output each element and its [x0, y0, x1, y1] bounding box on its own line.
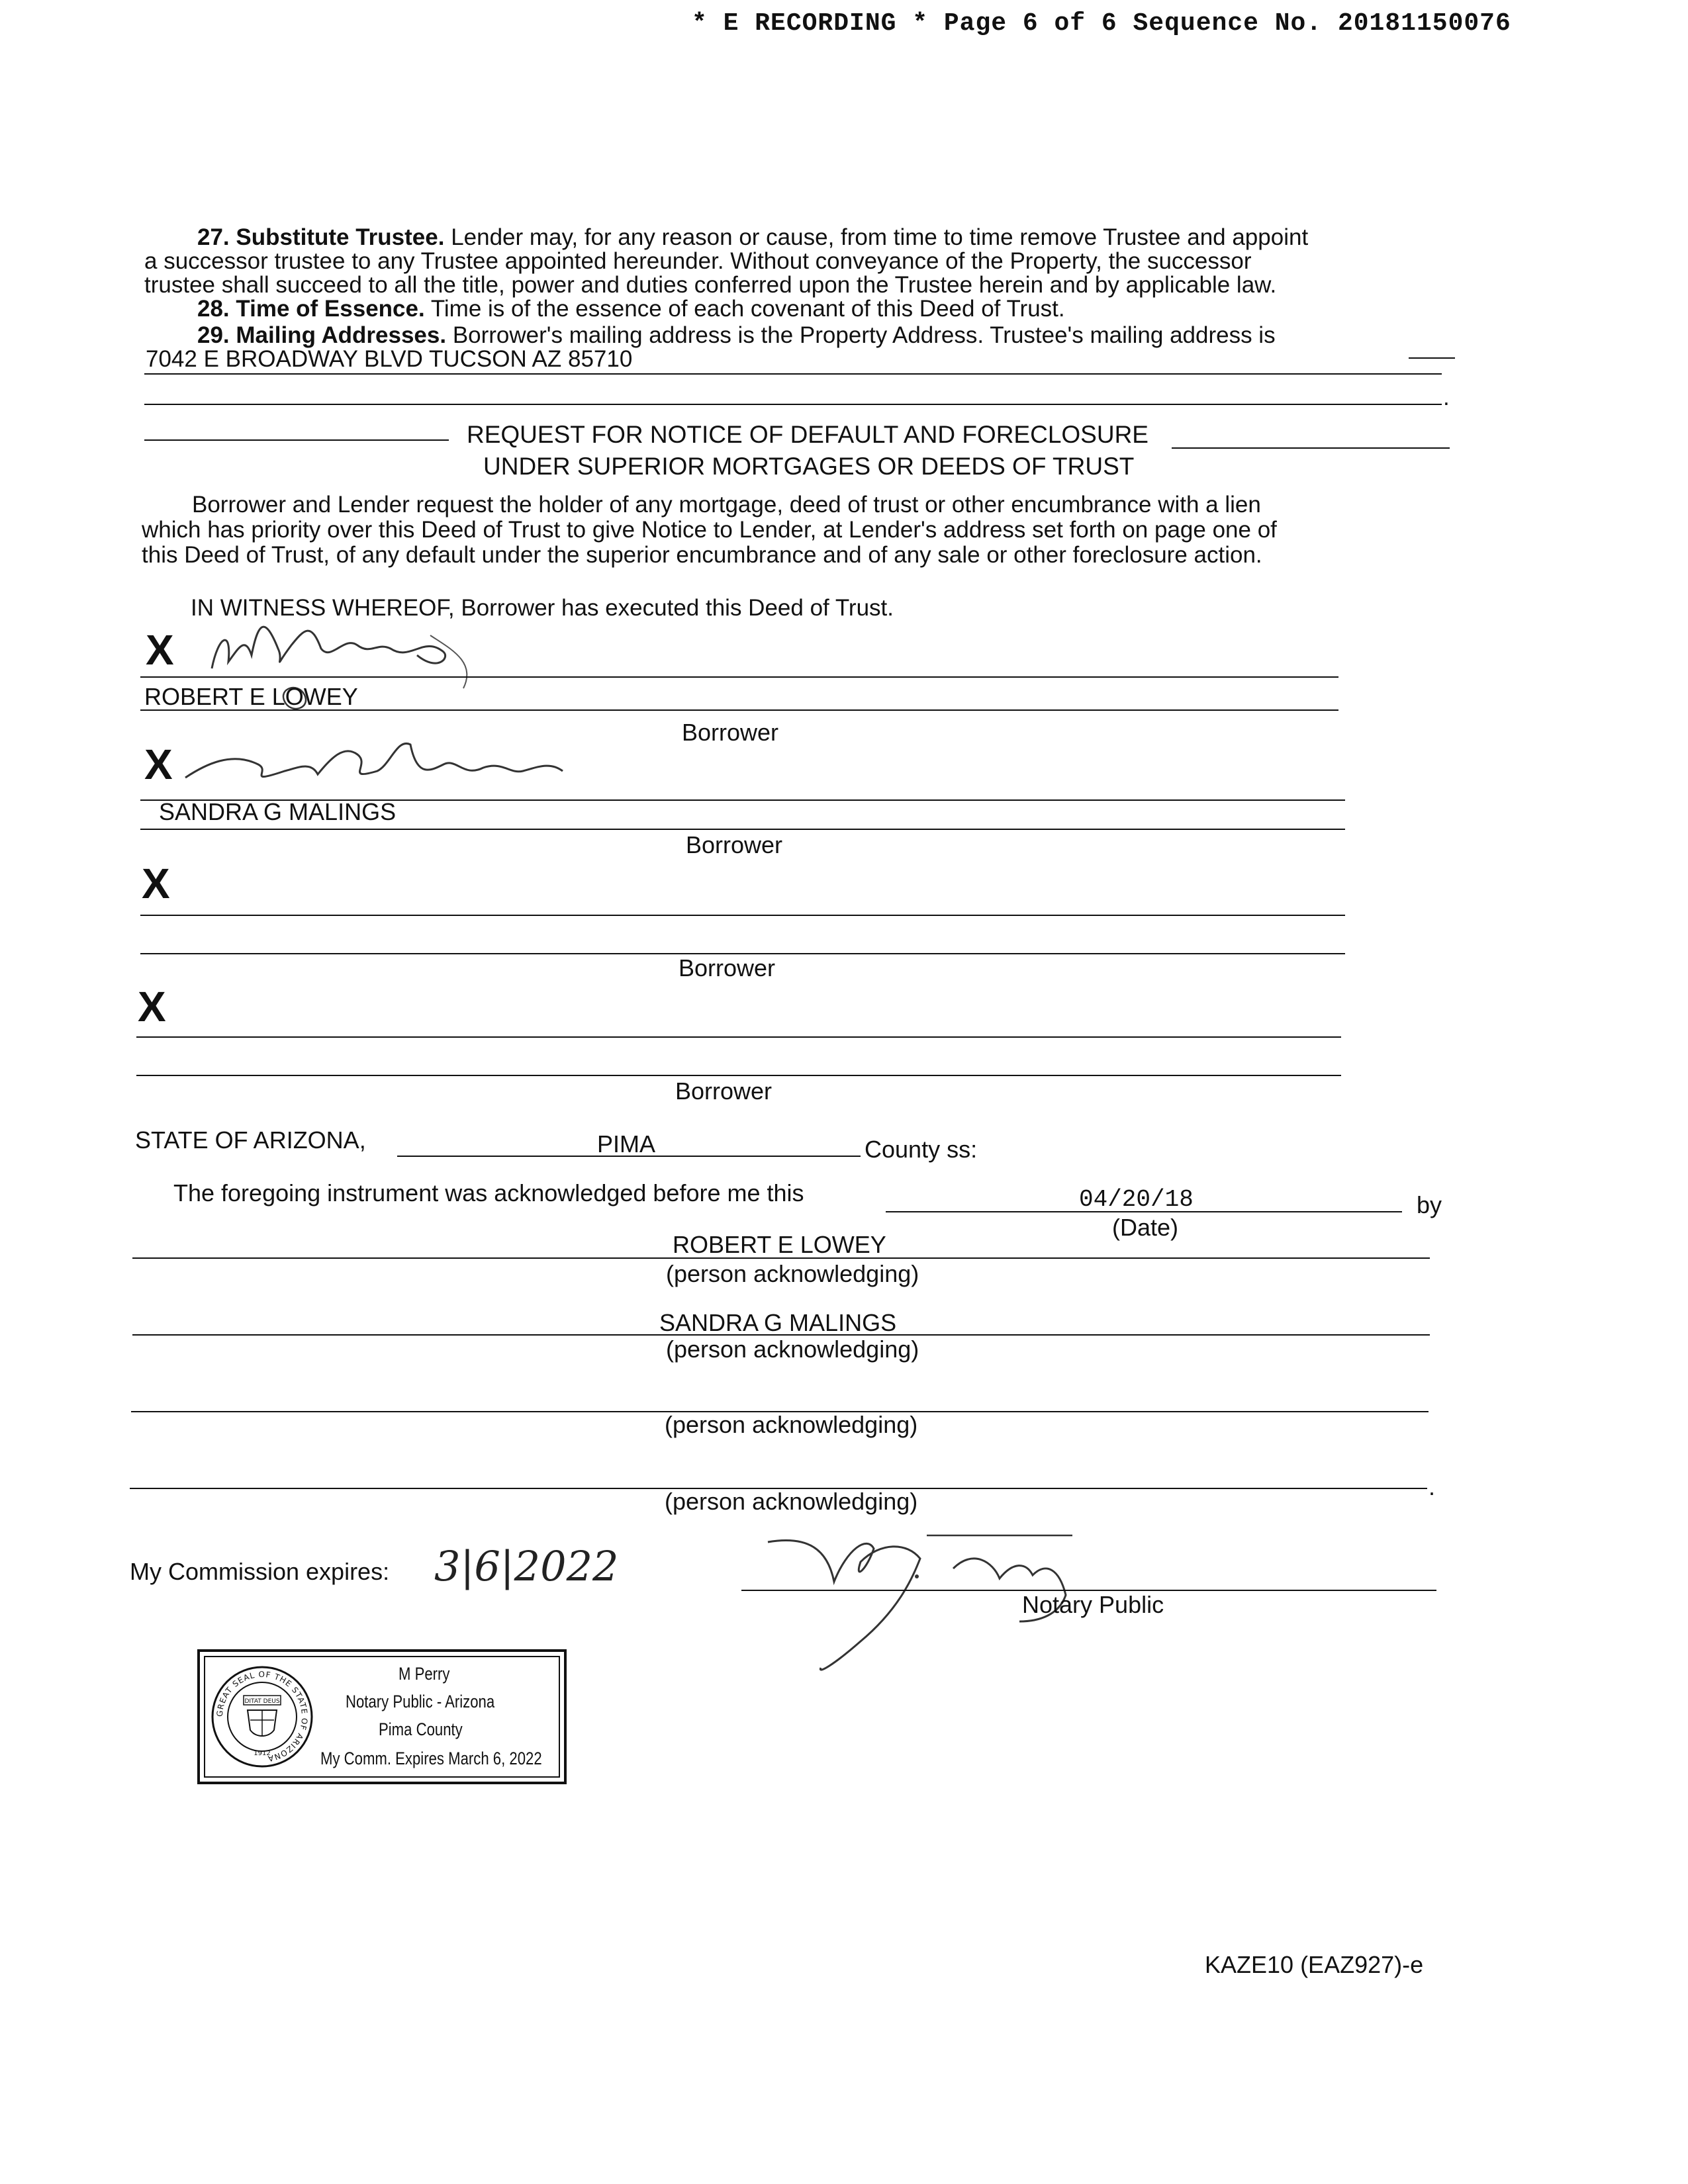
acknowledgment-text: The foregoing instrument was acknowledged before me this	[173, 1179, 804, 1206]
notary-stamp	[197, 1649, 567, 1784]
heading-rule-right	[1172, 447, 1450, 449]
name-line-2	[140, 829, 1345, 830]
notary-public-label: Notary Public	[1022, 1591, 1164, 1618]
section-27-line2: a successor trustee to any Trustee appointed hereunder. Without conveyance of the Property, the successor	[144, 248, 1252, 274]
signature-line-3	[140, 915, 1345, 916]
commission-label: My Commission expires:	[130, 1558, 390, 1585]
signature-mark-2: X	[144, 741, 173, 788]
county-value: PIMA	[597, 1130, 656, 1158]
person-line-1	[132, 1257, 1430, 1259]
seal-ring-text: GREAT SEAL OF THE STATE OF ARIZONA	[214, 1669, 310, 1764]
signature-line-1	[140, 676, 1338, 678]
name-line-4	[136, 1075, 1341, 1076]
stamp-notary-name: M Perry	[399, 1664, 450, 1684]
name-line-1	[140, 709, 1338, 711]
section-27-number: 27.	[197, 224, 230, 250]
form-code: KAZE10 (EAZ927)-e	[1205, 1951, 1424, 1978]
trustee-address-end-mark: .	[1443, 385, 1450, 410]
trustee-address: 7042 E BROADWAY BLVD TUCSON AZ 85710	[146, 346, 633, 372]
signature-line-4	[136, 1036, 1341, 1038]
trustee-address-line2	[144, 404, 1442, 405]
trustee-address-line1	[144, 373, 1442, 375]
person-label-2: (person acknowledging)	[666, 1336, 919, 1363]
section-28	[197, 295, 1065, 323]
borrower-label-2: Borrower	[686, 831, 783, 858]
person-name-1: ROBERT E LOWEY	[673, 1231, 886, 1258]
section-27-title: Substitute Trustee.	[236, 224, 445, 250]
by-label: by	[1417, 1191, 1442, 1218]
stamp-notary-title: Notary Public - Arizona	[346, 1692, 495, 1711]
signature-mark-3: X	[142, 860, 170, 907]
person-name-2: SANDRA G MALINGS	[659, 1309, 897, 1336]
state-seal-icon	[209, 1664, 315, 1770]
signature-sandra-malings	[179, 725, 576, 804]
acknowledgment-date: 04/20/18	[1079, 1186, 1194, 1213]
recording-header: * E RECORDING * Page 6 of 6 Sequence No. 20181150076	[692, 9, 1511, 38]
state-label: STATE OF ARIZONA,	[135, 1126, 366, 1154]
request-paragraph-line1: Borrower and Lender request the holder of any mortgage, deed of trust or other encumbrance with a lien	[192, 492, 1261, 518]
section-27-line3: trustee shall succeed to all the title, power and duties conferred upon the Trustee herein and by applicable law.	[144, 272, 1277, 298]
borrower-label-4: Borrower	[675, 1077, 773, 1105]
section-28-number: 28.	[197, 296, 230, 322]
commission-date: 3|6|2022	[434, 1542, 619, 1590]
heading-rule-left	[144, 439, 449, 441]
borrower-label-3: Borrower	[679, 954, 776, 981]
trustee-address-lead-line	[1409, 357, 1455, 359]
request-paragraph-line2: which has priority over this Deed of Trust to give Notice to Lender, at Lender's address set forth on page one of	[142, 517, 1277, 543]
stamp-expiration: My Comm. Expires March 6, 2022	[320, 1749, 542, 1768]
signer-name-2: SANDRA G MALINGS	[159, 798, 397, 825]
person-label-1: (person acknowledging)	[666, 1260, 919, 1287]
section-29-number: 29.	[197, 322, 230, 348]
stamp-county: Pima County	[379, 1719, 463, 1739]
person-line-end-mark: .	[1429, 1473, 1436, 1500]
county-suffix: County ss:	[865, 1136, 978, 1163]
signer-name-1: ROBERT E LOWEY	[144, 683, 358, 710]
section-29-text: Borrower's mailing address is the Property Address. Trustee's mailing address is	[452, 322, 1276, 348]
seal-year: 1912	[254, 1750, 271, 1757]
section-28-text: Time is of the essence of each covenant of this Deed of Trust.	[430, 296, 1065, 322]
date-label: (Date)	[1112, 1214, 1179, 1241]
person-label-3: (person acknowledging)	[665, 1411, 918, 1438]
section-28-title: Time of Essence.	[236, 296, 425, 322]
request-paragraph-line3: this Deed of Trust, of any default under the superior encumbrance and of any sale or other foreclosure action.	[142, 542, 1262, 568]
section-27-text1: Lender may, for any reason or cause, from time to time remove Trustee and appoint	[451, 224, 1309, 250]
section-29-title: Mailing Addresses.	[236, 322, 447, 348]
person-label-4: (person acknowledging)	[665, 1488, 918, 1515]
request-heading-line1: REQUEST FOR NOTICE OF DEFAULT AND FORECLOSURE	[467, 421, 1149, 448]
borrower-label-1: Borrower	[682, 719, 779, 746]
signature-mark-1: X	[146, 626, 174, 674]
signature-mark-4: X	[138, 983, 166, 1030]
request-heading-line2: UNDER SUPERIOR MORTGAGES OR DEEDS OF TRUST	[483, 453, 1135, 480]
seal-motto: DITAT DEUS	[244, 1698, 280, 1705]
witness-statement: IN WITNESS WHEREOF, Borrower has executed this Deed of Trust.	[191, 595, 894, 621]
